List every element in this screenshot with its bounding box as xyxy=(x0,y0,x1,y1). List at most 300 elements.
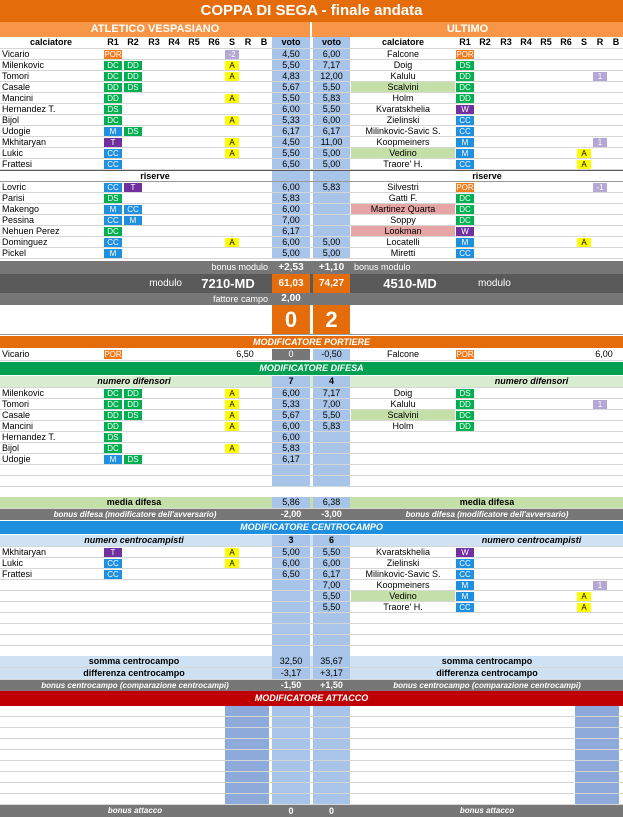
reserves-label-away: riserve xyxy=(472,171,502,181)
centrocampo-count-row xyxy=(0,535,623,547)
score-home: 0 xyxy=(272,305,310,334)
home-player-name: Mancini xyxy=(2,421,34,431)
away-player-name: Falcone xyxy=(386,49,420,59)
centrocampo-row xyxy=(0,602,623,613)
away-vote-empty xyxy=(313,476,350,486)
home-role-r1: DC xyxy=(104,389,122,398)
difesa-row xyxy=(0,421,623,432)
centrocampo-row xyxy=(0,547,623,558)
home-role-r2: DS xyxy=(124,411,142,420)
away-attack-empty xyxy=(575,783,619,793)
attacco-row xyxy=(0,761,623,772)
home-role-r1: DS xyxy=(104,105,122,114)
home-player-name: Bijol xyxy=(2,115,20,125)
attacco-title: MODIFICATORE ATTACCO xyxy=(254,693,369,703)
starter-row xyxy=(0,49,623,60)
away-vote xyxy=(313,204,350,214)
away-attack-empty xyxy=(575,794,619,804)
away-role-r1: CC xyxy=(456,559,474,568)
home-role-r2: DD xyxy=(124,400,142,409)
portiere-away-role: POR xyxy=(456,350,474,359)
home-role-r1: DS xyxy=(104,194,122,203)
bonus-difesa-row xyxy=(0,509,623,520)
media-difesa-label-home: media difesa xyxy=(106,497,162,507)
away-vote: 7,17 xyxy=(313,60,350,70)
home-vote-empty xyxy=(272,602,310,612)
away-vote-empty xyxy=(313,646,350,656)
away-vote-empty xyxy=(313,750,350,760)
col-r-away: R xyxy=(596,37,604,47)
home-total: 61,03 xyxy=(272,274,310,293)
home-vote-empty xyxy=(272,465,310,475)
home-vote-empty xyxy=(272,580,310,590)
away-vote-empty xyxy=(313,717,350,727)
difesa-row xyxy=(0,454,623,465)
voto-spacer-away xyxy=(313,171,350,181)
away-vote: 7,17 xyxy=(313,388,350,398)
home-vote: 5,33 xyxy=(272,399,310,409)
home-role-r1: CC xyxy=(104,559,122,568)
reserves-label-home: riserve xyxy=(140,171,170,181)
col-calciatore: calciatore xyxy=(29,37,73,47)
away-role-r1: DC xyxy=(456,205,474,214)
diff-label-away: differenza centrocampo xyxy=(436,668,538,678)
modulo-label-home: modulo xyxy=(149,278,182,289)
attacco-row xyxy=(0,794,623,805)
bonus-cc-label-away: bonus centrocampo (comparazione centrocampi) xyxy=(393,681,581,690)
home-attack-empty xyxy=(225,794,269,804)
away-player-name: Gatti F. xyxy=(388,193,418,203)
away-role-r1: DD xyxy=(456,72,474,81)
attacco-row xyxy=(0,717,623,728)
away-vote: 7,00 xyxy=(313,580,350,590)
home-player-name: Makengo xyxy=(2,204,40,214)
away-s-flag: 1 xyxy=(593,400,607,409)
home-s-flag: A xyxy=(225,94,239,103)
home-role-r1: DC xyxy=(104,61,122,70)
away-role-r1: DD xyxy=(456,94,474,103)
away-player-name: Vedino xyxy=(351,148,455,158)
home-role-r1: DC xyxy=(104,400,122,409)
away-attack-empty xyxy=(575,761,619,771)
home-vote: 5,83 xyxy=(272,193,310,203)
away-player-name: Milinkovic-Savic S. xyxy=(365,126,441,136)
away-attack-empty xyxy=(575,739,619,749)
home-s-flag: A xyxy=(225,389,239,398)
home-role-r1: DD xyxy=(104,94,122,103)
away-player-name: Soppy xyxy=(390,215,416,225)
away-vote-empty xyxy=(313,613,350,623)
reserve-row xyxy=(0,193,623,204)
page-title: COPPA DI SEGA - finale andata xyxy=(200,2,423,19)
bonus-modulo-away: +1,10 xyxy=(318,262,345,273)
home-s-flag: A xyxy=(225,400,239,409)
starter-row xyxy=(0,159,623,170)
centrocampo-title-bar xyxy=(0,521,623,534)
somma-home: 32,50 xyxy=(272,656,310,667)
home-vote-empty xyxy=(272,476,310,486)
col-r: R xyxy=(244,37,252,47)
bonus-difesa-label-home: bonus difesa (modificatore dell'avversario) xyxy=(53,510,217,519)
home-role-r1: T xyxy=(104,548,122,557)
home-role-r1: DD xyxy=(104,411,122,420)
home-s-flag: A xyxy=(225,72,239,81)
away-vote-empty xyxy=(313,465,350,475)
centrocampo-row xyxy=(0,558,623,569)
away-player-name: Miretti xyxy=(390,248,416,258)
away-vote-empty xyxy=(313,761,350,771)
away-role-r1: POR xyxy=(456,50,474,59)
away-r-flag: A xyxy=(577,149,591,158)
home-vote: 6,00 xyxy=(272,237,310,247)
home-vote-empty xyxy=(272,591,310,601)
away-role-r1: DS xyxy=(456,389,474,398)
portiere-row xyxy=(0,349,623,361)
home-player-name: Bijol xyxy=(2,443,20,453)
away-s-flag: 1 xyxy=(593,581,607,590)
reserve-row xyxy=(0,237,623,248)
attacco-row xyxy=(0,706,623,717)
away-player-name: Milinkovic-Savic S. xyxy=(365,569,441,579)
away-vote-empty xyxy=(313,783,350,793)
away-r-flag: A xyxy=(577,238,591,247)
away-role-r1: M xyxy=(456,581,474,590)
away-vote-empty xyxy=(313,624,350,634)
away-role-r1: CC xyxy=(456,570,474,579)
home-player-name: Vicario xyxy=(2,49,30,59)
home-role-r1: DC xyxy=(104,227,122,236)
difesa-title: MODIFICATORE DIFESA xyxy=(259,363,364,373)
away-player-name: Doig xyxy=(393,388,413,398)
home-role-r1: CC xyxy=(104,570,122,579)
home-role-r1: CC xyxy=(104,216,122,225)
home-player-name: Milenkovic xyxy=(2,388,45,398)
away-s-flag: 1 xyxy=(593,72,607,81)
home-vote-empty xyxy=(272,783,310,793)
home-role-r1: DC xyxy=(104,72,122,81)
team-header xyxy=(0,22,623,37)
home-vote: 6,17 xyxy=(272,454,310,464)
away-s-flag: -1 xyxy=(593,183,607,192)
away-vote xyxy=(313,215,350,225)
reserve-row xyxy=(0,215,623,226)
diff-label-home: differenza centrocampo xyxy=(83,668,185,678)
centrocampo-row xyxy=(0,624,623,635)
home-vote-empty xyxy=(272,739,310,749)
difesa-numero-label-home: numero difensori xyxy=(97,376,171,386)
home-vote: 4,83 xyxy=(272,71,310,81)
home-role-r2: DS xyxy=(124,455,142,464)
home-player-name: Udogie xyxy=(2,126,31,136)
home-s-flag: A xyxy=(225,116,239,125)
home-vote: 5,83 xyxy=(272,443,310,453)
home-role-r1: T xyxy=(104,138,122,147)
somma-label-away: somma centrocampo xyxy=(441,656,533,666)
bonus-centrocampo-row xyxy=(0,680,623,691)
centrocampo-row xyxy=(0,635,623,646)
home-s-flag: A xyxy=(225,238,239,247)
home-s-flag: -2 xyxy=(225,50,239,59)
away-player-name: Traore' H. xyxy=(383,159,423,169)
col-r1: R1 xyxy=(107,37,119,47)
away-player-name: Holm xyxy=(392,421,414,431)
portiere-home-vote: 6,50 xyxy=(225,349,265,360)
away-attack-empty xyxy=(575,717,619,727)
away-attack-empty xyxy=(575,750,619,760)
away-vote-empty xyxy=(313,454,350,464)
bonus-modulo-home: +2,53 xyxy=(278,262,304,273)
centrocampo-numero-label-home: numero centrocampisti xyxy=(84,535,184,545)
bonus-attacco-label-home: bonus attacco xyxy=(107,806,163,815)
starter-row xyxy=(0,60,623,71)
difesa-row xyxy=(0,410,623,421)
bonus-cc-away: +1,50 xyxy=(320,680,343,690)
reserve-row xyxy=(0,182,623,193)
away-vote: 6,00 xyxy=(313,49,350,59)
home-role-r2: DS xyxy=(124,127,142,136)
bonus-difesa-away: -3,00 xyxy=(321,509,342,519)
reserve-row xyxy=(0,204,623,215)
home-player-name: Mkhitaryan xyxy=(2,547,47,557)
home-player-name: Hernandez T. xyxy=(2,104,56,114)
col-r4: R4 xyxy=(168,37,180,47)
home-role-r1: CC xyxy=(104,183,122,192)
centrocampo-title: MODIFICATORE CENTROCAMPO xyxy=(240,522,383,532)
away-player-name: Kalulu xyxy=(390,71,416,81)
home-vote-empty xyxy=(272,772,310,782)
away-role-r1: M xyxy=(456,238,474,247)
bonus-modulo-label-away: bonus modulo xyxy=(354,262,411,272)
away-total: 74,27 xyxy=(313,274,350,293)
bonus-cc-label-home: bonus centrocampo (comparazione centrocampi) xyxy=(41,681,229,690)
home-vote: 5,50 xyxy=(272,93,310,103)
away-vote: 11,00 xyxy=(313,137,350,147)
home-s-flag: A xyxy=(225,61,239,70)
home-role-r2: T xyxy=(124,183,142,192)
home-vote: 6,17 xyxy=(272,226,310,236)
col-calciatore-away: calciatore xyxy=(381,37,425,47)
away-player-name: Holm xyxy=(392,93,414,103)
reserve-row xyxy=(0,226,623,237)
home-role-r1: CC xyxy=(104,149,122,158)
bonus-modulo-row xyxy=(0,261,623,274)
centrocampo-numero-label-away: numero centrocampisti xyxy=(481,535,582,545)
media-difesa-home: 5,86 xyxy=(272,497,310,508)
home-role-r2: CC xyxy=(124,205,142,214)
home-player-name: Mancini xyxy=(2,93,34,103)
column-header xyxy=(0,37,623,49)
somma-centrocampo-row xyxy=(0,656,623,668)
home-vote: 5,67 xyxy=(272,410,310,420)
away-player-name: Zielinski xyxy=(386,115,420,125)
media-difesa-label-away: media difesa xyxy=(459,497,515,507)
somma-label-home: somma centrocampo xyxy=(88,656,180,666)
away-vote: 5,00 xyxy=(313,159,350,169)
away-player-name: Scalvini xyxy=(351,410,455,420)
home-player-name: Tomori xyxy=(2,399,30,409)
home-attack-empty xyxy=(225,728,269,738)
away-player-name: Scalvini xyxy=(351,82,455,92)
home-player-name: Casale xyxy=(2,82,31,92)
media-difesa-away: 6,38 xyxy=(313,497,350,508)
home-vote-empty xyxy=(272,706,310,716)
home-vote-empty xyxy=(272,624,310,634)
starter-row xyxy=(0,93,623,104)
home-s-flag: A xyxy=(225,422,239,431)
home-vote-empty xyxy=(272,761,310,771)
col-b: B xyxy=(260,37,268,47)
col-r4-away: R4 xyxy=(520,37,532,47)
modulo-away: 4510-MD xyxy=(383,276,437,291)
away-vote-empty xyxy=(313,794,350,804)
diff-away: +3,17 xyxy=(313,668,350,679)
home-vote: 6,00 xyxy=(272,558,310,568)
home-vote-empty xyxy=(272,635,310,645)
home-vote: 5,67 xyxy=(272,82,310,92)
home-player-name: Hernandez T. xyxy=(2,432,56,442)
away-role-r1: DC xyxy=(456,194,474,203)
away-role-r1: CC xyxy=(456,249,474,258)
home-role-r1: DS xyxy=(104,433,122,442)
away-vote: 5,50 xyxy=(313,547,350,557)
starter-row xyxy=(0,148,623,159)
home-player-name: Frattesi xyxy=(2,569,33,579)
away-role-r1: W xyxy=(456,227,474,236)
home-attack-empty xyxy=(225,750,269,760)
away-attack-empty xyxy=(575,706,619,716)
bonus-attacco-home: 0 xyxy=(288,806,294,816)
away-role-r1: CC xyxy=(456,603,474,612)
col-r6: R6 xyxy=(208,37,220,47)
title-bar xyxy=(0,0,623,22)
away-vote: 5,50 xyxy=(313,104,350,114)
home-player-name: Frattesi xyxy=(2,159,33,169)
attacco-title-bar xyxy=(0,691,623,706)
attacco-row xyxy=(0,728,623,739)
bonus-difesa-home: -2,00 xyxy=(280,509,302,519)
modulo-row xyxy=(0,274,623,293)
home-role-r1: M xyxy=(104,127,122,136)
away-player-name: Kvaratskhelia xyxy=(375,104,431,114)
bonus-attacco-row xyxy=(0,805,623,817)
home-player-name: Lovric xyxy=(2,182,27,192)
home-player-name: Nehuen Perez xyxy=(2,226,60,236)
col-r3: R3 xyxy=(148,37,160,47)
modulo-home: 7210-MD xyxy=(201,276,255,291)
away-vote: 5,50 xyxy=(313,602,350,612)
away-player-name: Locatelli xyxy=(386,237,420,247)
away-vote: 5,00 xyxy=(313,248,350,258)
away-vote: 7,00 xyxy=(313,399,350,409)
col-r5: R5 xyxy=(188,37,200,47)
away-role-r1: DD xyxy=(456,400,474,409)
diff-home: -3,17 xyxy=(272,668,310,679)
away-role-r1: POR xyxy=(456,183,474,192)
away-vote: 5,50 xyxy=(313,82,350,92)
difesa-count-row xyxy=(0,376,623,388)
home-role-r2: DD xyxy=(124,61,142,70)
somma-away: 35,67 xyxy=(313,656,350,667)
away-role-r1: M xyxy=(456,592,474,601)
score-row xyxy=(0,305,623,335)
portiere-title: MODIFICATORE PORTIERE xyxy=(252,337,370,347)
away-player-name: Kvaratskhelia xyxy=(375,547,431,557)
home-attack-empty xyxy=(225,783,269,793)
home-player-name: Tomori xyxy=(2,71,30,81)
away-vote: 5,00 xyxy=(313,148,350,158)
home-role-r2: M xyxy=(124,216,142,225)
fattore-campo-value: 2,00 xyxy=(281,293,301,304)
away-s-flag: 1 xyxy=(593,138,607,147)
home-vote-empty xyxy=(272,728,310,738)
col-r2: R2 xyxy=(127,37,139,47)
fattore-campo-row xyxy=(0,293,623,305)
home-player-name: Dominguez xyxy=(2,237,48,247)
home-s-flag: A xyxy=(225,138,239,147)
col-s: S xyxy=(228,37,235,47)
col-s-away: S xyxy=(580,37,587,47)
home-player-name: Pessina xyxy=(2,215,35,225)
bonus-difesa-label-away: bonus difesa (modificatore dell'avversario) xyxy=(405,510,569,519)
portiere-home-name: Vicario xyxy=(2,349,30,359)
col-b-away: B xyxy=(612,37,620,47)
away-player-name: Silvestri xyxy=(387,182,419,192)
home-vote: 5,33 xyxy=(272,115,310,125)
attacco-row xyxy=(0,772,623,783)
away-role-r1: DC xyxy=(456,411,474,420)
reserve-row xyxy=(0,248,623,259)
home-vote-empty xyxy=(272,794,310,804)
home-vote: 5,00 xyxy=(272,547,310,557)
home-player-name: Casale xyxy=(2,410,31,420)
difesa-count-away: 4 xyxy=(313,376,350,387)
away-player-name: Koopmeiners xyxy=(376,137,430,147)
home-role-r2: DS xyxy=(124,83,142,92)
home-vote-empty xyxy=(272,717,310,727)
away-player-name: Martinez Quarta xyxy=(351,204,455,214)
away-role-r1: CC xyxy=(456,116,474,125)
home-s-flag: A xyxy=(225,559,239,568)
fattore-campo-label: fattore campo xyxy=(212,294,268,304)
starter-row xyxy=(0,82,623,93)
centrocampo-row xyxy=(0,569,623,580)
home-vote: 6,50 xyxy=(272,569,310,579)
away-vote: 6,00 xyxy=(313,115,350,125)
away-role-r1: DD xyxy=(456,422,474,431)
away-vote: 5,50 xyxy=(313,591,350,601)
home-vote-empty xyxy=(272,646,310,656)
home-vote: 4,50 xyxy=(272,137,310,147)
home-attack-empty xyxy=(225,717,269,727)
away-role-r1: DC xyxy=(456,216,474,225)
centrocampo-count-away: 6 xyxy=(313,535,350,546)
away-player-name: Vedino xyxy=(351,591,455,601)
away-role-r1: W xyxy=(456,105,474,114)
home-player-name: Lukic xyxy=(2,558,24,568)
centrocampo-row xyxy=(0,613,623,624)
home-role-r1: M xyxy=(104,455,122,464)
home-player-name: Milenkovic xyxy=(2,60,45,70)
difesa-row xyxy=(0,476,623,487)
col-r1-away: R1 xyxy=(459,37,471,47)
home-role-r1: CC xyxy=(104,160,122,169)
home-s-flag: A xyxy=(225,548,239,557)
home-player-name: Pickel xyxy=(2,248,27,258)
modulo-label-away: modulo xyxy=(478,278,511,289)
portiere-away-vote: 6,00 xyxy=(595,349,613,359)
portiere-title-bar xyxy=(0,336,623,348)
centrocampo-row xyxy=(0,580,623,591)
